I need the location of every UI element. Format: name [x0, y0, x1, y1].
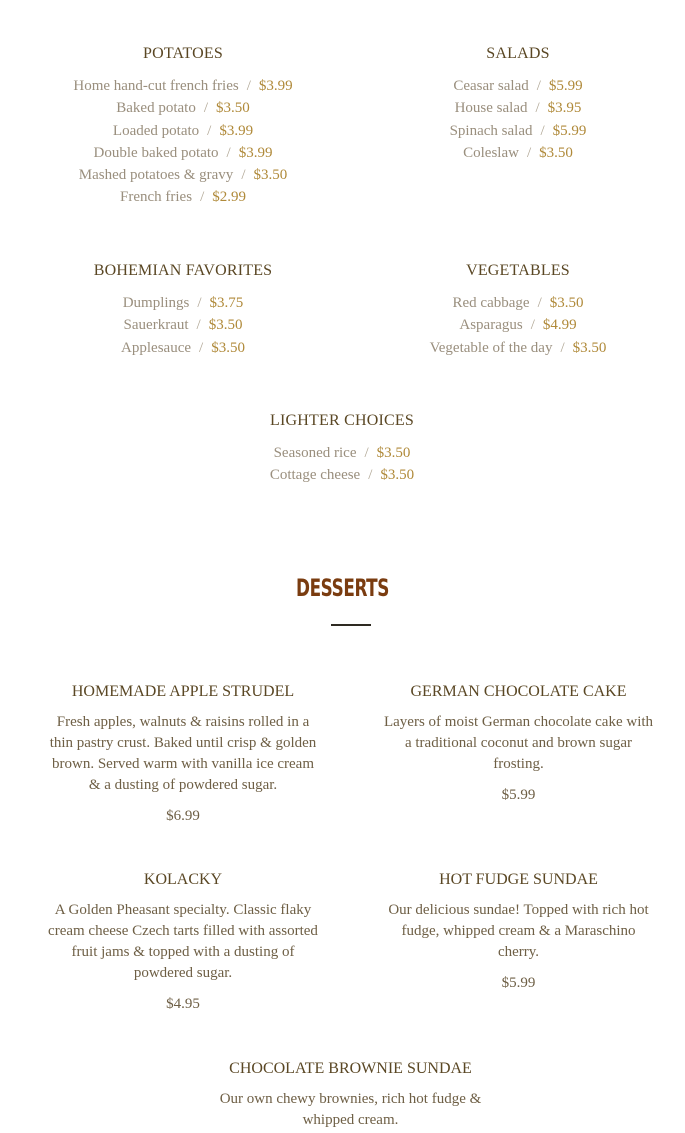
menu-item [33, 120, 333, 142]
item-name: House salad [454, 100, 528, 117]
item-price: $3.50 [208, 317, 243, 334]
dessert-description: Our own chewy brownies, rich hot fudge & whipped cream. [219, 1091, 482, 1128]
section-title: VEGETABLES [466, 262, 570, 279]
menu-item [192, 464, 492, 486]
dessert-card [380, 682, 657, 805]
item-price: $3.99 [238, 144, 273, 161]
section-lighter-choices [192, 411, 492, 487]
dessert-title: HOMEMADE APPLE STRUDEL [71, 683, 295, 700]
menu-item [192, 442, 492, 464]
item-price: $4.99 [542, 317, 577, 334]
item-price: $2.99 [212, 189, 246, 206]
section-salads [368, 44, 668, 164]
dessert-card [384, 870, 653, 993]
menu-item [368, 97, 668, 119]
item-separator: / [537, 295, 542, 311]
menu-item [33, 314, 333, 336]
item-name: Applesauce [121, 339, 192, 356]
item-separator: / [364, 445, 369, 461]
dessert-card [45, 870, 321, 1014]
section-title: BOHEMIAN FAVORITES [93, 262, 273, 279]
section-title: LIGHTER CHOICES [270, 412, 414, 429]
menu-item [368, 314, 668, 336]
item-separator: / [200, 189, 205, 206]
item-separator: / [535, 100, 540, 117]
item-name: Mashed potatoes & gravy [78, 167, 234, 184]
menu-item [33, 75, 333, 97]
item-price: $5.99 [548, 78, 583, 94]
item-name: Spinach salad [449, 122, 533, 139]
item-separator: / [540, 122, 545, 139]
item-separator: / [226, 144, 231, 161]
dessert-price: $5.99 [501, 975, 536, 991]
dessert-title: GERMAN CHOCOLATE CAKE [410, 683, 627, 700]
item-price: $3.50 [539, 144, 573, 161]
menu-item [368, 292, 668, 314]
menu-item [33, 337, 333, 359]
item-separator: / [197, 295, 202, 311]
item-price: $3.50 [572, 339, 607, 356]
menu-item [368, 337, 668, 359]
dessert-card [212, 1059, 489, 1131]
item-separator: / [246, 78, 251, 94]
item-name: Dumplings [122, 295, 190, 311]
item-name: Cottage cheese [269, 467, 361, 484]
dessert-description: Fresh apples, walnuts & raisins rolled in a thin pastry crust. Baked until crisp & golden brown. Served warm with vanilla ice cream & a dusting of powdered sugar. [49, 714, 317, 793]
item-price: $5.99 [552, 122, 587, 139]
item-name: Vegetable of the day [429, 339, 553, 356]
menu-item [33, 292, 333, 314]
item-name: Loaded potato [112, 122, 200, 139]
item-name: French fries [120, 189, 193, 206]
item-price: $3.50 [549, 295, 584, 311]
item-list [368, 75, 668, 164]
item-price: $3.50 [211, 339, 245, 356]
menu-item [368, 75, 668, 97]
item-separator: / [241, 167, 246, 184]
item-separator: / [530, 317, 535, 334]
item-name: Double baked potato [93, 144, 219, 161]
item-list [192, 442, 492, 487]
item-name: Red cabbage [452, 295, 530, 311]
item-price: $3.50 [380, 467, 415, 484]
item-name: Coleslaw [463, 144, 519, 161]
item-list [33, 75, 333, 209]
section-title: POTATOES [142, 45, 224, 62]
dessert-price: $4.95 [166, 996, 200, 1012]
menu-item [368, 120, 668, 142]
item-separator: / [199, 339, 204, 356]
menu-item [33, 97, 333, 119]
menu-item [368, 142, 668, 164]
dessert-description: Our delicious sundae! Topped with rich hot fudge, whipped cream & a Maraschino cherry. [388, 902, 649, 960]
menu-item [33, 164, 333, 186]
item-price: $3.95 [547, 100, 582, 117]
dessert-description: Layers of moist German chocolate cake with a traditional coconut and brown sugar frosting. [383, 714, 654, 772]
desserts-heading: DESSERTS [295, 574, 390, 602]
item-separator: / [536, 78, 541, 94]
item-price: $3.99 [219, 122, 254, 139]
item-separator: / [196, 317, 201, 334]
dessert-price: $6.99 [166, 808, 200, 824]
dessert-title: KOLACKY [143, 871, 223, 888]
dessert-card [45, 682, 321, 826]
item-separator: / [207, 122, 212, 139]
item-separator: / [203, 100, 208, 117]
dessert-title: HOT FUDGE SUNDAE [439, 871, 598, 888]
item-price: $3.50 [376, 445, 411, 461]
item-price: $3.99 [258, 78, 293, 94]
item-list [368, 292, 668, 359]
item-name: Asparagus [459, 317, 523, 334]
item-price: $3.50 [216, 100, 250, 117]
item-name: Baked potato [116, 100, 196, 117]
menu-item [33, 142, 333, 164]
item-name: Seasoned rice [273, 445, 357, 461]
item-name: Home hand-cut french fries [73, 78, 239, 94]
item-name: Sauerkraut [123, 317, 189, 334]
menu-item [33, 186, 333, 208]
section-bohemian-favorites [33, 261, 333, 359]
item-separator: / [368, 467, 373, 484]
dessert-title: CHOCOLATE BROWNIE SUNDAE [229, 1060, 472, 1077]
item-price: $3.75 [209, 295, 244, 311]
heading-divider [331, 624, 371, 626]
section-vegetables [368, 261, 668, 359]
section-title: SALADS [486, 45, 550, 62]
dessert-description: A Golden Pheasant specialty. Classic flaky cream cheese Czech tarts filled with assorted fruit jams & topped with a dusting of powdered sugar. [48, 902, 318, 981]
item-separator: / [560, 339, 565, 356]
item-list [33, 292, 333, 359]
section-potatoes [33, 44, 333, 209]
item-separator: / [526, 144, 532, 161]
item-price: $3.50 [253, 167, 288, 184]
item-name: Ceasar salad [453, 78, 529, 94]
dessert-price: $5.99 [501, 787, 536, 803]
